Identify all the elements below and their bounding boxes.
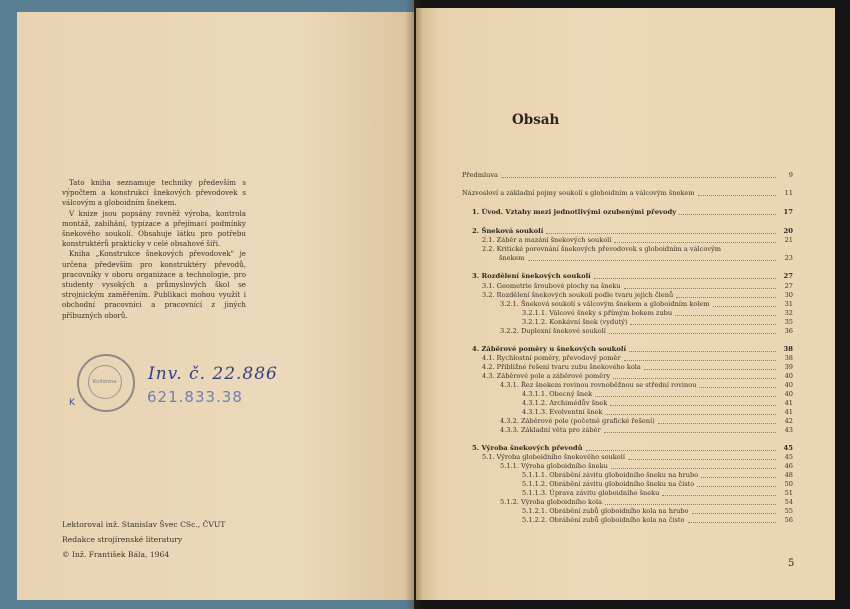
book-blurb xyxy=(62,178,246,321)
imprint-line: © Inž. František Bála, 1964 xyxy=(62,550,170,559)
toc-entry-page: 56 xyxy=(784,516,793,524)
toc-entry xyxy=(462,244,793,253)
toc-entry-page: 38 xyxy=(784,354,793,362)
toc-entry-page: 43 xyxy=(784,426,793,434)
toc-entry-text: 5. Výroba šnekových převodů xyxy=(472,444,583,452)
toc-entry xyxy=(462,380,793,389)
toc-leader-dots xyxy=(610,404,776,406)
toc-entry xyxy=(462,253,793,262)
toc-leader-dots xyxy=(688,521,777,523)
toc-entry-text: 3.2. Rozdělení šnekových soukolí podle tvaru jejich členů xyxy=(482,291,674,299)
toc-leader-dots xyxy=(675,314,776,316)
toc-leader-dots xyxy=(662,494,776,496)
toc-entry xyxy=(462,170,793,179)
toc-leader-dots xyxy=(528,259,776,261)
toc-leader-dots xyxy=(594,277,776,279)
toc-leader-dots xyxy=(629,350,776,352)
imprint xyxy=(62,517,225,562)
toc-entry-text: 3.2.1. Šneková soukolí s válcovým šnekem a globoidním kolem xyxy=(500,300,710,308)
toc-entry-page: 41 xyxy=(784,408,793,416)
toc-entry xyxy=(462,398,793,407)
toc-leader-dots xyxy=(658,422,776,424)
toc-entry-text: 3. Rozdělení šnekových soukolí xyxy=(472,272,591,280)
toc-leader-dots xyxy=(611,467,776,469)
handwritten-inventory-number: Inv. č. 22.886 xyxy=(148,364,278,384)
toc-entry xyxy=(462,353,793,362)
stamp-letter: K xyxy=(69,398,75,408)
toc-entry xyxy=(462,470,793,479)
toc-entry xyxy=(462,389,793,398)
toc-entry xyxy=(462,416,793,425)
toc-entry-page: 40 xyxy=(784,381,793,389)
toc-entry xyxy=(462,207,793,216)
toc-entry-page: 42 xyxy=(784,417,793,425)
toc-entry xyxy=(462,281,793,290)
toc-entry xyxy=(462,308,793,317)
toc-entry xyxy=(462,515,793,524)
toc-leader-dots xyxy=(676,296,776,298)
toc-entry xyxy=(462,326,793,335)
blurb-paragraph: V knize jsou popsány rovněž výroba, kontrola montáž, zabíhání, typizace a přejímací podmínky šnekového soukolí. Obsahuje látku pro potřebu konstruktérů prakticky v celé obsahové šíři. xyxy=(62,208,246,249)
toc-entry-text: 3.2.1.1. Válcové šneky s přímým bokem zubu xyxy=(522,309,673,317)
toc-entry-page: 27 xyxy=(783,272,793,280)
toc-entry xyxy=(462,362,793,371)
toc-entry-text: 4.1. Rychlostní poměry, převodový poměr xyxy=(482,354,621,362)
page-number: 5 xyxy=(788,558,795,569)
toc-leader-dots xyxy=(501,176,776,178)
imprint-line: Lektoroval inž. Stanislav Švec CSc., ČVUT xyxy=(62,520,226,529)
toc-entry-page: 17 xyxy=(783,208,793,216)
toc-entry xyxy=(462,299,793,308)
toc-entry xyxy=(462,488,793,497)
toc-entry-page: 54 xyxy=(784,498,793,506)
toc-entry-text: 5.1.2.1. Obrábění zubů globoidního kola na hrubo xyxy=(522,507,689,515)
toc-entry-page: 50 xyxy=(784,480,793,488)
toc-entry-page: 20 xyxy=(783,227,793,235)
toc-leader-dots xyxy=(605,503,776,505)
toc-entry-page: 9 xyxy=(788,171,793,179)
toc-entry-page: 46 xyxy=(784,462,793,470)
toc-entry-page: 36 xyxy=(784,327,793,335)
library-stamp xyxy=(77,354,135,412)
toc-entry-text: 3.2.1.2. Konkávní šnek (vydutý) xyxy=(522,318,628,326)
toc-entry-text: 4.3.3. Základní věta pro záběr xyxy=(500,426,601,434)
toc-entry-page: 45 xyxy=(783,444,793,452)
toc-leader-dots xyxy=(609,332,776,334)
toc-entry xyxy=(462,344,793,353)
toc-entry-text: 4.3.1.3. Evolventní šnek xyxy=(522,408,603,416)
toc-entry-text: šnekem xyxy=(499,254,525,262)
toc-entry xyxy=(462,290,793,299)
toc-entry-text: 2. Šneková soukolí xyxy=(472,227,544,235)
toc-entry-text: 4.3.2. Záběrové pole (početně grafické řešení) xyxy=(500,417,655,425)
toc-entry-page: 48 xyxy=(784,471,793,479)
imprint-line: Redakce strojírenské literatury xyxy=(62,535,183,544)
toc-entry xyxy=(462,425,793,434)
toc-entry xyxy=(462,497,793,506)
toc-entry-page: 23 xyxy=(784,254,793,262)
toc-leader-dots xyxy=(628,458,776,460)
toc-entry-page: 40 xyxy=(784,372,793,380)
toc-entry-page: 41 xyxy=(784,399,793,407)
toc-entry xyxy=(462,235,793,244)
toc-leader-dots xyxy=(630,323,776,325)
toc-entry xyxy=(462,479,793,488)
toc-entry-text: 4.3. Záběrové pole a záběrové poměry xyxy=(482,372,611,380)
toc-title: Obsah xyxy=(512,112,560,128)
toc-leader-dots xyxy=(679,213,776,215)
toc-entry xyxy=(462,226,793,235)
toc-entry-text: 3.2.2. Duplexní šnekové soukolí xyxy=(500,327,606,335)
toc-entry-page: 31 xyxy=(784,300,793,308)
stamp-text: Knihovna xyxy=(93,379,117,385)
toc-entry-text: 5.1.2. Výroba globoidního kola xyxy=(500,498,603,506)
toc-leader-dots xyxy=(692,512,776,514)
blurb-paragraph: Tato kniha seznamuje techniky především s výpočtem a konstrukcí šnekových převodovek s válcovým a globoidním šnekem. xyxy=(62,178,246,208)
toc-entry-text: 2.1. Záběr a mazání šnekových soukolí xyxy=(482,236,612,244)
toc-entry-text: 5.1.1.2. Obrábění závitu globoidního šneku na čisto xyxy=(522,480,695,488)
toc-entry-text: 5.1.1. Výroba globoidního šneku xyxy=(500,462,608,470)
toc-entry-text: 5.1.1.3. Úprava závitu globoidního šneku xyxy=(522,489,660,497)
toc-entry-page: 11 xyxy=(784,189,793,197)
handwritten-classification: 621.833.38 xyxy=(147,388,243,406)
toc-entry-text: 5.1.2.2. Obrábění zubů globoidního kola na čisto xyxy=(522,516,685,524)
toc-entry-page: 35 xyxy=(784,318,793,326)
toc-entry-page: 30 xyxy=(784,291,793,299)
toc-leader-dots xyxy=(644,368,776,370)
toc-leader-dots xyxy=(586,449,776,451)
toc-leader-dots xyxy=(546,232,776,234)
book-gutter xyxy=(405,0,423,609)
toc-entry xyxy=(462,407,793,416)
toc-entry-page: 39 xyxy=(784,363,793,371)
toc-leader-dots xyxy=(605,413,776,415)
toc-entry-text: 4.3.1.1. Obecný šnek xyxy=(522,390,593,398)
toc-entry-page: 55 xyxy=(784,507,793,515)
toc-leader-dots xyxy=(624,359,777,361)
toc-leader-dots xyxy=(699,386,776,388)
toc-leader-dots xyxy=(613,377,776,379)
toc-entry-page: 32 xyxy=(784,309,793,317)
toc-entry-text: Předmluva xyxy=(462,171,498,179)
toc-entry-text: 5.1. Výroba globoidního šnekového soukolí xyxy=(482,453,625,461)
toc-leader-dots xyxy=(701,476,776,478)
toc-entry xyxy=(462,506,793,515)
toc-leader-dots xyxy=(697,485,776,487)
toc-entry-text: 2.2. Kritické porovnání šnekových převodovek s globoidním a válcovým xyxy=(482,245,722,253)
toc-entry xyxy=(462,271,793,280)
toc-leader-dots xyxy=(604,431,776,433)
toc-entry xyxy=(462,317,793,326)
toc-entry-text: 4.3.1.2. Archimédův šnek xyxy=(522,399,608,407)
blurb-paragraph: Kniha „Konstrukce šnekových převodovek" je určena především pro konstruktéry převodů, pracovníky v oboru organizace a technologie, pro studenty vysokých a průmyslových škol se strojnickým zaměřením. Publikaci mohou využít i obchodní pracovníci a pracovnící z jiných příbuzných oborů. xyxy=(62,249,246,320)
toc-leader-dots xyxy=(614,241,776,243)
toc-entry-page: 27 xyxy=(784,282,793,290)
toc-entry-page: 51 xyxy=(784,489,793,497)
toc-entry xyxy=(462,443,793,452)
toc-entry-text: Názvosloví a základní pojmy soukolí s globoidním a válcovým šnekem xyxy=(462,189,695,197)
toc-entry-page: 40 xyxy=(784,390,793,398)
toc-leader-dots xyxy=(713,305,777,307)
toc-entry-text: 4.2. Přibližné řešení tvaru zubu šnekového kola xyxy=(482,363,641,371)
toc-entry-text: 1. Úvod. Vztahy mezi jednotlivými ozubenými převody xyxy=(472,208,677,216)
toc-entry-text: 3.1. Geometrie šroubové plochy na šneku xyxy=(482,282,621,290)
toc-entry-page: 38 xyxy=(783,345,793,353)
toc-leader-dots xyxy=(698,194,776,196)
toc-leader-dots xyxy=(595,395,776,397)
toc-entry-page: 21 xyxy=(784,236,793,244)
toc-entry-text: 4.3.1. Řez šnekem rovinou rovnoběžnou se střední rovinou xyxy=(500,381,697,389)
toc-entry-text: 4. Záběrové poměry u šnekových soukolí xyxy=(472,345,627,353)
toc-entry-page: 45 xyxy=(784,453,793,461)
toc-entry-text: 5.1.1.1. Obrábění závitu globoidního šneku na hrubo xyxy=(522,471,699,479)
toc-entry xyxy=(462,371,793,380)
toc-entry xyxy=(462,461,793,470)
toc-entry xyxy=(462,452,793,461)
toc-entry xyxy=(462,188,793,197)
toc-leader-dots xyxy=(624,287,776,289)
